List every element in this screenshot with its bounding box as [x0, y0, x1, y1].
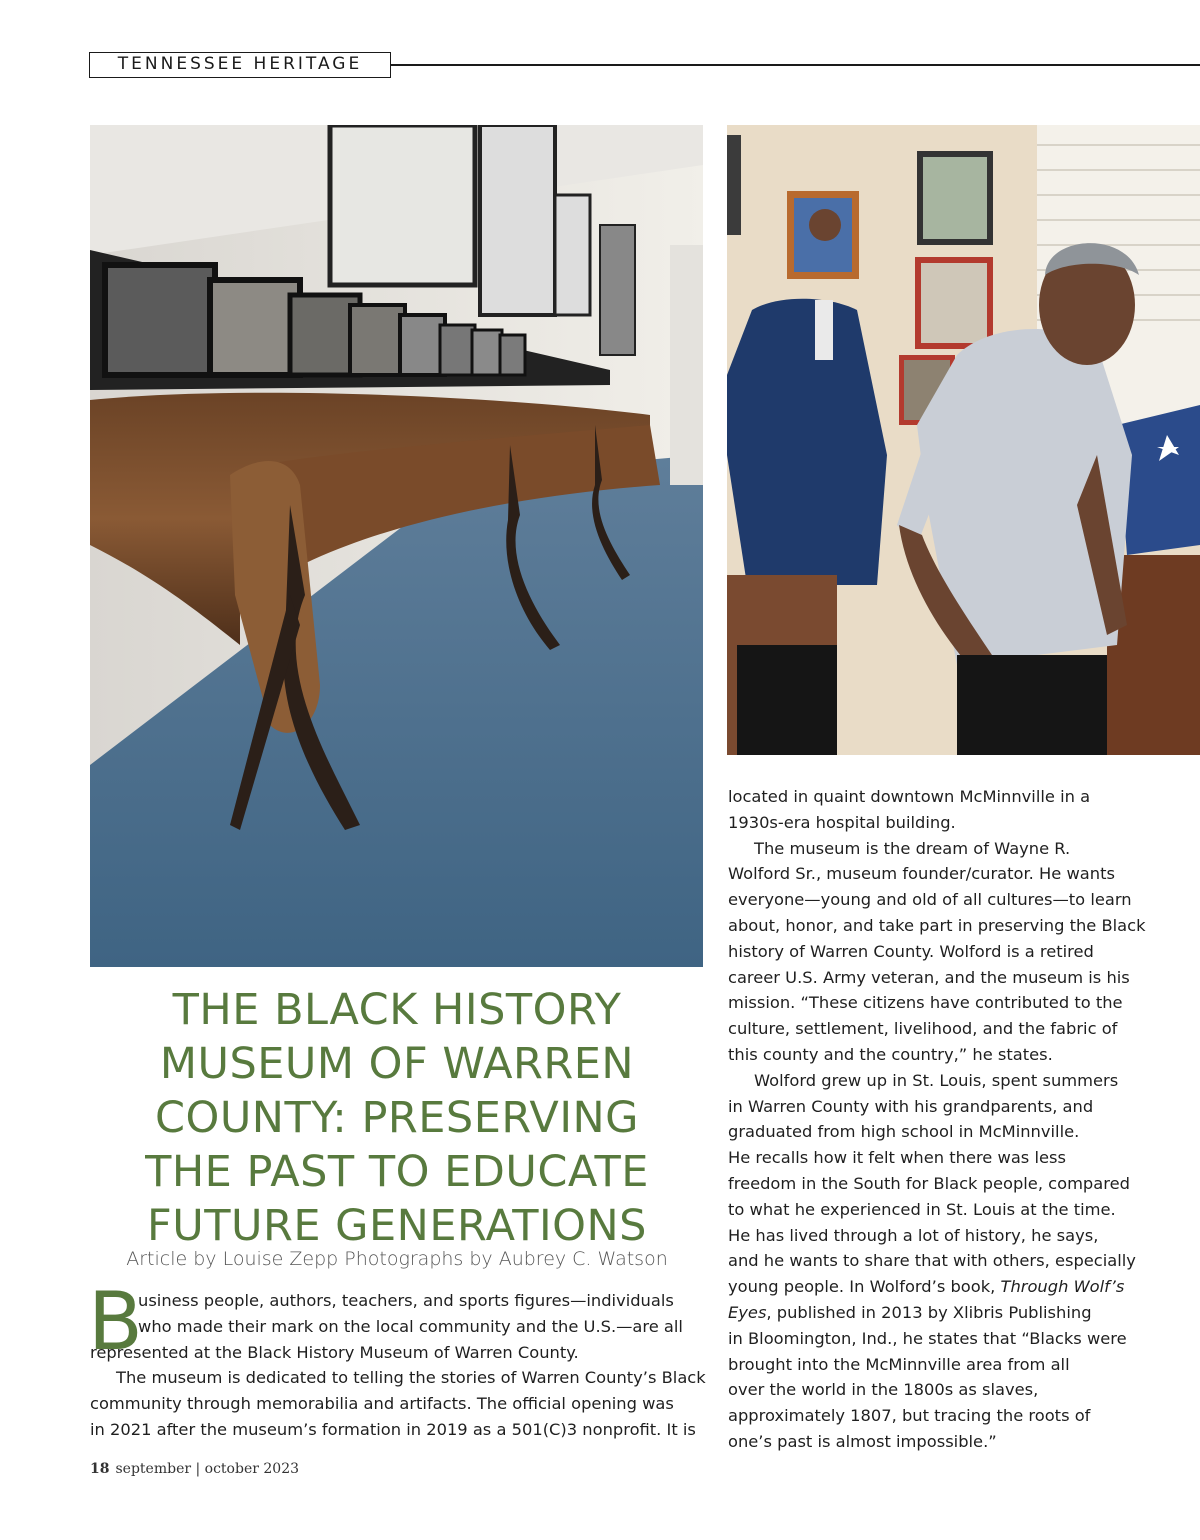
text-line: mission. “These citizens have contributed to the	[728, 993, 1123, 1013]
text-line: who made their mark on the local community and the U.S.—are all	[138, 1316, 683, 1336]
byline: Article by Louise Zepp Photographs by Aubrey C. Watson	[126, 1248, 668, 1270]
body-column-left	[88, 1275, 706, 1443]
paragraph	[90, 1365, 706, 1442]
text-line: to what he experienced in St. Louis at the time.	[728, 1199, 1116, 1219]
text-line: He recalls how it felt when there was less	[728, 1148, 1066, 1168]
text-line: everyone—young and old of all cultures—to learn	[728, 890, 1132, 910]
text-run: , published in 2013 by Xlibris Publishing	[766, 1302, 1092, 1322]
text-line: in 2021 after the museum’s formation in 2019 as a 501(C)3 nonprofit. It is	[90, 1419, 696, 1439]
text-line: over the world in the 1800s as slaves,	[728, 1380, 1039, 1400]
text-line: He has lived through a lot of history, he says,	[728, 1225, 1099, 1245]
text-line: The museum is the dream of Wayne R.	[754, 838, 1071, 858]
text-line: The museum is dedicated to telling the stories of Warren County’s Black	[116, 1368, 706, 1388]
headline-line: FUTURE GENERATIONS	[147, 1201, 647, 1251]
text-run: young people. In Wolford’s book,	[728, 1277, 1001, 1297]
headline-line: MUSEUM OF WARREN	[159, 1039, 635, 1089]
paragraph	[728, 784, 1138, 836]
dropcap: B	[88, 1275, 143, 1368]
text-line: usiness people, authors, teachers, and sports figures—individuals	[138, 1291, 674, 1310]
text-line: approximately 1807, but tracing the roots of	[728, 1406, 1091, 1426]
book-title: Eyes	[728, 1302, 767, 1322]
article-headline	[92, 983, 702, 1253]
text-line: one’s past is almost impossible.”	[728, 1431, 997, 1451]
text-line: brought into the McMinnville area from all	[728, 1354, 1070, 1374]
headline-line: THE PAST TO EDUCATE	[145, 1147, 649, 1197]
body-column-right	[728, 784, 1146, 1455]
text-line: in Warren County with his grandparents, and	[728, 1096, 1094, 1116]
text-line: about, honor, and take part in preserving the Black	[728, 915, 1146, 935]
issue-date: september | october 2023	[115, 1461, 300, 1477]
text-line	[728, 1300, 1138, 1326]
text-line: freedom in the South for Black people, compared	[728, 1173, 1130, 1193]
text-line: represented at the Black History Museum of Warren County.	[90, 1342, 579, 1362]
text-line: and he wants to share that with others, especially	[728, 1251, 1136, 1271]
text-line: 1930s-era hospital building.	[728, 812, 956, 832]
headline-line: COUNTY: PRESERVING	[154, 1093, 640, 1143]
curator-photo	[727, 125, 1200, 755]
text-line: this county and the country,” he states.	[728, 1044, 1053, 1064]
section-label: TENNESSEE HERITAGE	[89, 52, 391, 78]
page-footer	[90, 1461, 299, 1477]
page-number: 18	[90, 1461, 110, 1477]
text-line: graduated from high school in McMinnville.	[728, 1122, 1080, 1142]
text-line: Wolford grew up in St. Louis, spent summers	[754, 1070, 1119, 1090]
headline-line: THE BLACK HISTORY	[172, 985, 622, 1035]
header-rule	[391, 64, 1200, 66]
text-line: in Bloomington, Ind., he states that “Blacks were	[728, 1328, 1127, 1348]
text-line: career U.S. Army veteran, and the museum is his	[728, 967, 1130, 987]
text-line: located in quaint downtown McMinnville in a	[728, 787, 1091, 806]
bench-photo	[90, 125, 703, 967]
text-line: history of Warren County. Wolford is a retired	[728, 941, 1094, 961]
paragraph	[728, 1068, 1138, 1455]
text-line	[728, 1274, 1138, 1300]
book-title: Through Wolf’s	[1000, 1277, 1125, 1297]
paragraph	[728, 836, 1146, 1068]
text-line: community through memorabilia and artifacts. The official opening was	[90, 1394, 674, 1414]
text-line: culture, settlement, livelihood, and the fabric of	[728, 1019, 1118, 1039]
lead-paragraph	[88, 1275, 702, 1368]
text-line: Wolford Sr., museum founder/curator. He wants	[728, 864, 1115, 884]
